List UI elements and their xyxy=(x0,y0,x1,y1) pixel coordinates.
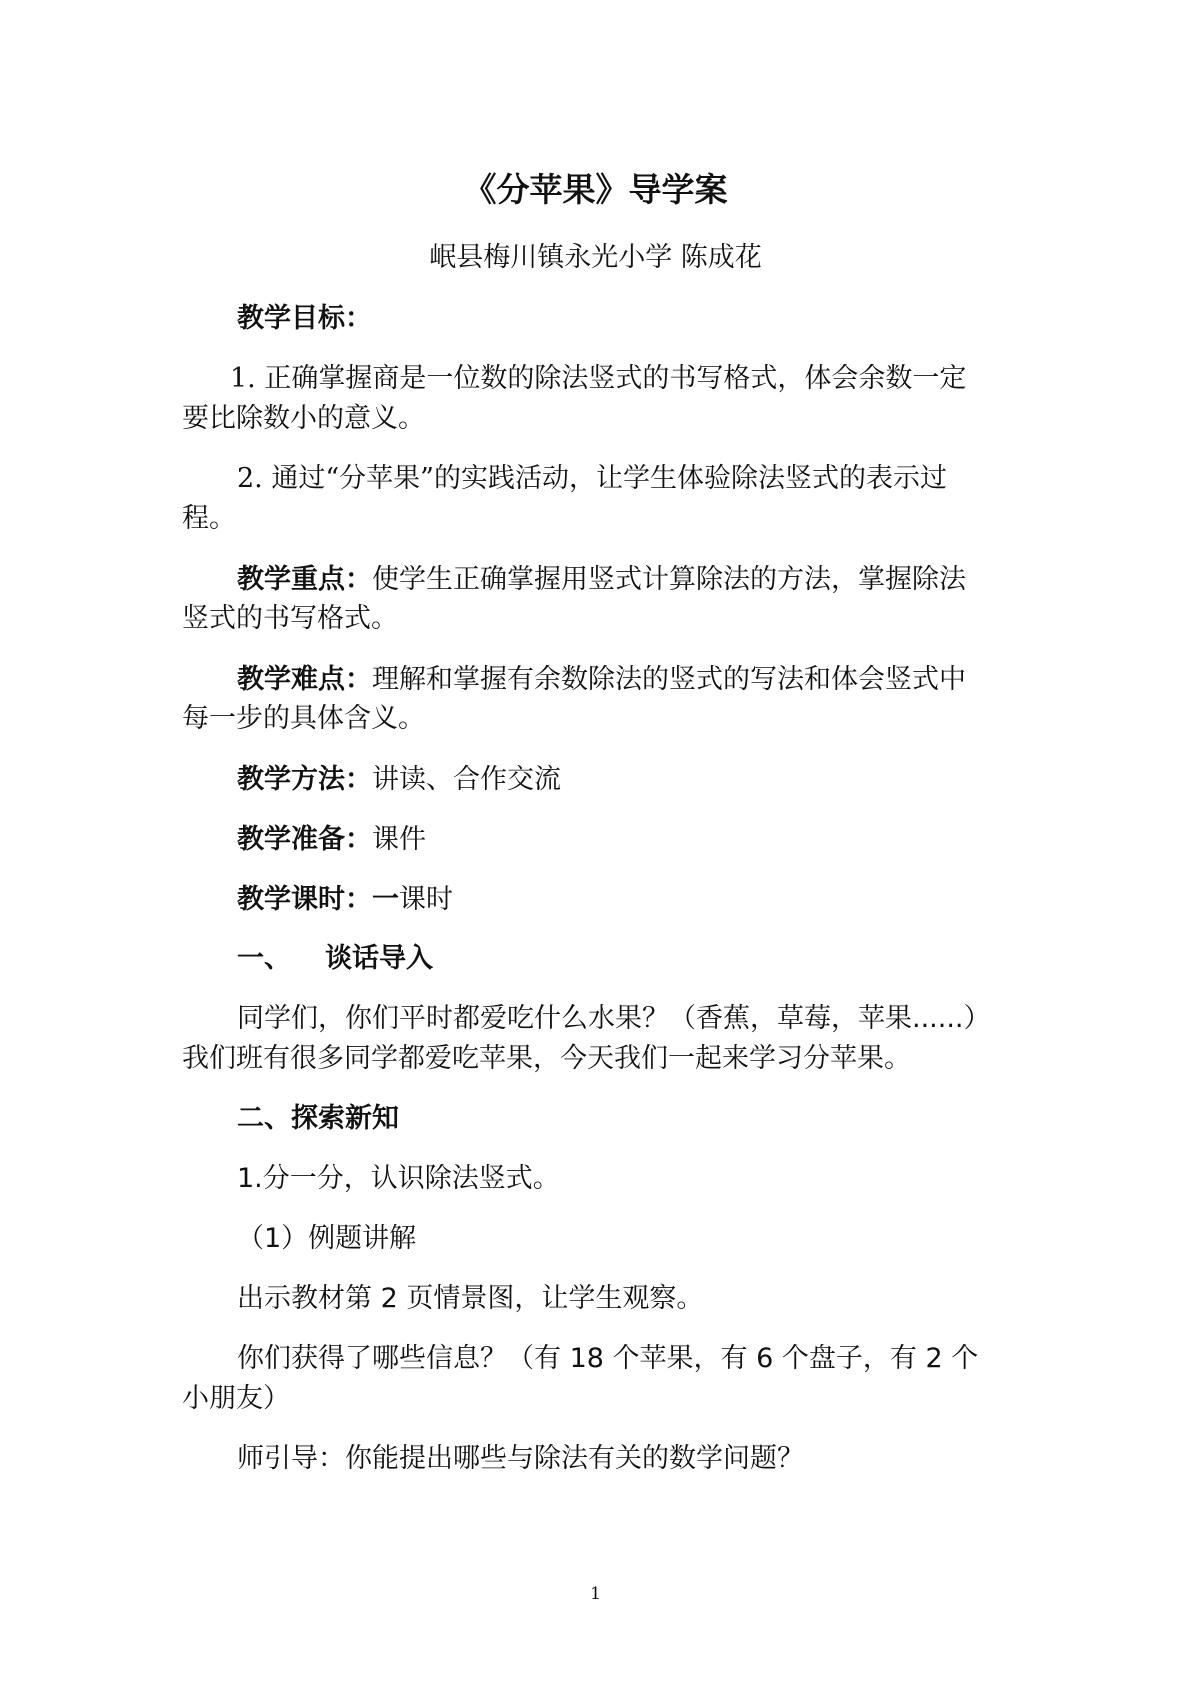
teacher-guide-text: 师引导：你能提出哪些与除法有关的数学问题？ xyxy=(237,1443,804,1474)
key-point-text: 使学生正确掌握用竖式计算除法的方法，掌握除法 xyxy=(372,564,966,595)
show-material-text: 出示教材第 2 页情景图，让学生观察。 xyxy=(237,1283,704,1314)
period-value-suffix: 课时 xyxy=(399,884,453,915)
question-line-1: 你们获得了哪些信息？（有 18 个苹果，有 6 个盘子，有 2 个 xyxy=(237,1343,979,1374)
section-1-number: 一、 xyxy=(237,943,291,974)
sub-heading-1: 1.分一分，认识除法竖式。 xyxy=(237,1163,560,1194)
period-value-prefix: 一 xyxy=(372,884,399,915)
preparation-paragraph xyxy=(237,821,426,858)
intro-line-1: 同学们，你们平时都爱吃什么水果？（香蕉，草莓，苹果......） xyxy=(237,1003,991,1034)
author-line: 岷县梅川镇永光小学 陈成花 xyxy=(429,242,762,273)
objective-2-line-2: 程。 xyxy=(182,503,236,534)
difficulty-label: 教学难点： xyxy=(237,664,372,695)
difficulty-paragraph xyxy=(237,661,966,698)
method-label: 教学方法： xyxy=(237,764,372,795)
method-paragraph xyxy=(237,761,561,798)
key-point-paragraph xyxy=(237,561,966,598)
section-1-heading xyxy=(237,941,433,977)
difficulty-line-2: 每一步的具体含义。 xyxy=(182,703,425,734)
objectives-heading: 教学目标： xyxy=(237,303,372,334)
key-point-line-2: 竖式的书写格式。 xyxy=(182,603,398,634)
preparation-value: 课件 xyxy=(372,824,426,855)
sub-heading-1-1: （1）例题讲解 xyxy=(237,1223,417,1254)
page-number: 1 xyxy=(590,1584,601,1604)
intro-line-2: 我们班有很多同学都爱吃苹果，今天我们一起来学习分苹果。 xyxy=(182,1043,911,1074)
difficulty-text: 理解和掌握有余数除法的竖式的写法和体会竖式中 xyxy=(372,664,966,695)
period-paragraph xyxy=(237,881,453,918)
objective-1-line-2: 要比除数小的意义。 xyxy=(182,403,425,434)
key-point-label: 教学重点： xyxy=(237,564,372,595)
objective-1-line-1: 1. 正确掌握商是一位数的除法竖式的书写格式，体会余数一定 xyxy=(230,363,967,394)
objective-2-line-1: 2. 通过“分苹果”的实践活动，让学生体验除法竖式的表示过 xyxy=(237,463,947,494)
preparation-label: 教学准备： xyxy=(237,824,372,855)
question-line-2: 小朋友） xyxy=(182,1383,290,1414)
section-2-heading: 二、探索新知 xyxy=(237,1103,399,1134)
method-value: 讲读、合作交流 xyxy=(372,764,561,795)
document-title: 《分苹果》导学案 xyxy=(463,170,728,209)
section-1-title: 谈话导入 xyxy=(325,943,433,974)
period-label: 教学课时： xyxy=(237,884,372,915)
